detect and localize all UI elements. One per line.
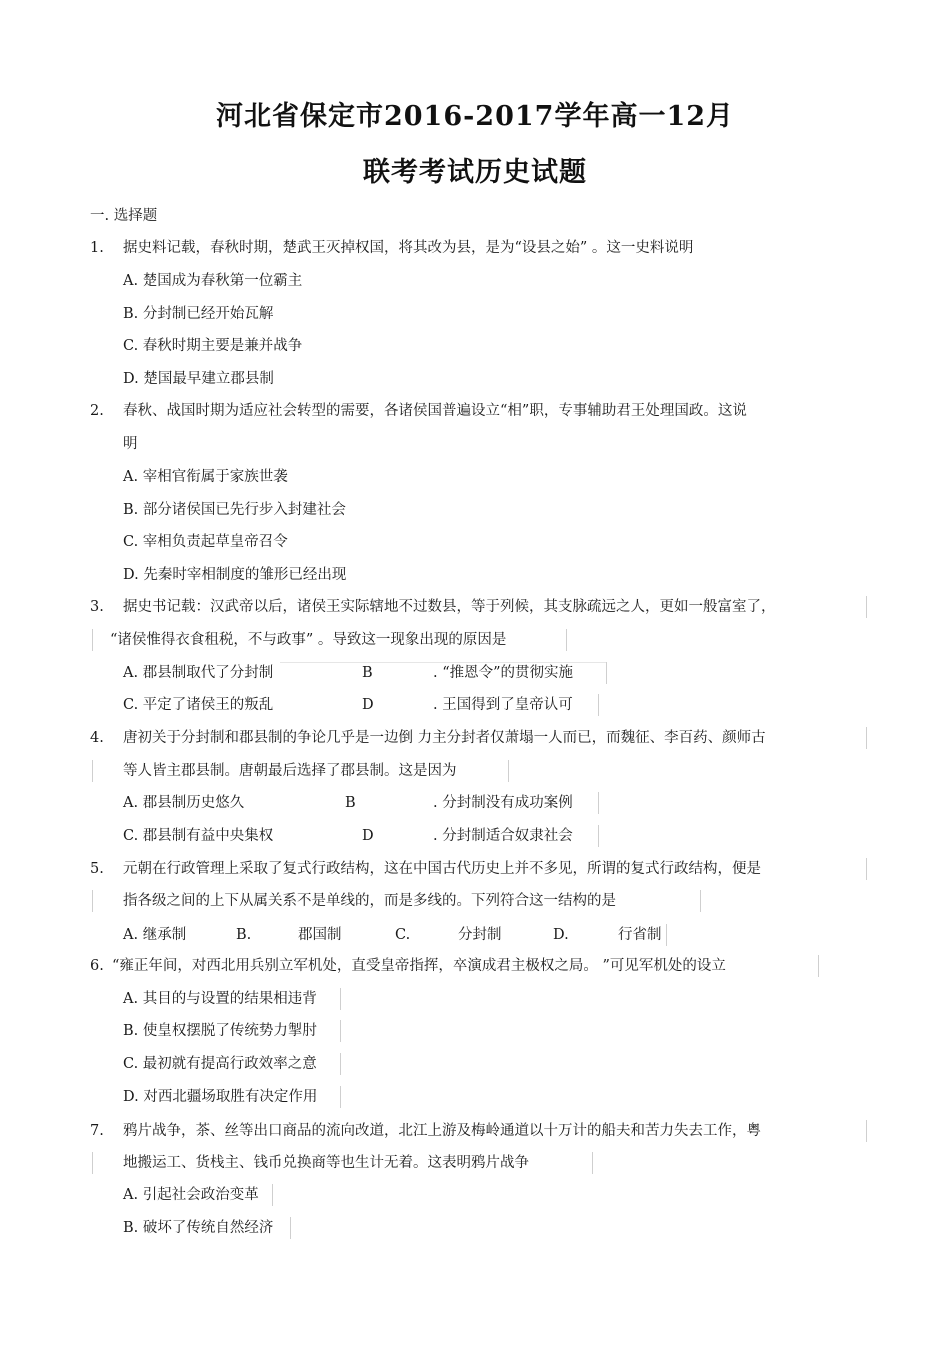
option: D. 先秦时宰相制度的雏形已经出现 — [123, 567, 347, 583]
scan-mark — [290, 1217, 291, 1239]
scan-mark — [866, 596, 867, 618]
option: B. 使皇权摆脱了传统势力掣肘 — [123, 1023, 317, 1039]
scan-mark — [280, 662, 606, 663]
option: B. 分封制已经开始瓦解 — [123, 306, 274, 322]
scan-mark — [340, 988, 341, 1010]
scan-mark — [592, 1152, 593, 1174]
option-letter: D — [362, 828, 374, 844]
scan-mark — [606, 662, 607, 684]
scan-mark — [340, 1020, 341, 1042]
scan-mark — [598, 792, 599, 814]
scan-mark — [818, 955, 819, 977]
option: 分封制 — [458, 927, 502, 943]
question-text: 据史书记载：汉武帝以后，诸侯王实际辖地不过数县，等于列候，其支脉疏远之人，更如一般富室了， — [123, 599, 776, 615]
scan-mark — [340, 1053, 341, 1075]
question-number: 6. — [90, 958, 104, 974]
scan-mark — [92, 760, 93, 782]
option: C. 春秋时期主要是兼并战争 — [123, 338, 303, 354]
question-number: 4. — [90, 730, 104, 746]
option: D. 楚国最早建立郡县制 — [123, 371, 274, 387]
scan-mark — [92, 1152, 93, 1174]
option-letter: D. — [553, 927, 569, 943]
option: C. 宰相负责起草皇帝召令 — [123, 534, 288, 550]
option-letter: D — [362, 697, 374, 713]
scan-mark — [866, 1120, 867, 1142]
option-letter: B — [362, 665, 373, 681]
option: 行省制 — [618, 927, 662, 943]
scan-mark — [598, 825, 599, 847]
option: A. 引起社会政治变革 — [123, 1187, 259, 1203]
option: 郡国制 — [298, 927, 342, 943]
option: A. 楚国成为春秋第一位霸主 — [123, 273, 303, 289]
page-title: 河北省保定市2016-2017学年高一12月 — [215, 101, 735, 132]
option: A. 郡县制历史悠久 — [123, 795, 245, 811]
question-text: 等人皆主郡县制。唐朝最后选择了郡县制。这是因为 — [123, 763, 457, 779]
question-text: “诸侯惟得衣食租税，不与政事” 。导致这一现象出现的原因是 — [110, 632, 507, 648]
question-number: 5. — [90, 861, 104, 877]
scan-mark — [866, 858, 867, 880]
option: A. 宰相官衔属于家族世袭 — [123, 469, 288, 485]
option: D. 对西北疆场取胜有决定作用 — [123, 1089, 318, 1105]
option: C. 最初就有提高行政效率之意 — [123, 1056, 317, 1072]
scan-mark — [92, 629, 93, 651]
question-text: 唐初关于分封制和郡县制的争论几乎是一边倒 力主分封者仅萧塌一人而已，而魏征、李百药、颜师古 — [123, 730, 766, 746]
scan-mark — [566, 629, 567, 651]
question-text: “雍正年间，对西北用兵别立军机处，直受皇帝指挥，卒演成君主极权之局。 ”可见军机处的设立 — [112, 958, 726, 974]
option: . “推恩令”的贯彻实施 — [433, 665, 574, 681]
scan-mark — [92, 890, 93, 912]
scan-mark — [272, 1184, 273, 1206]
question-number: 7. — [90, 1123, 104, 1139]
scan-mark — [340, 1086, 341, 1108]
page-subtitle: 联考考试历史试题 — [363, 157, 587, 188]
option: . 分封制适合奴隶社会 — [433, 828, 573, 844]
option-letter: B. — [236, 927, 252, 943]
scan-mark — [508, 760, 509, 782]
question-text: 元朝在行政管理上采取了复式行政结构，这在中国古代历史上并不多见，所谓的复式行政结构，便是 — [123, 861, 761, 877]
scan-mark — [598, 694, 599, 716]
option: A. 继承制 — [123, 927, 187, 943]
question-number: 2. — [90, 403, 104, 419]
question-number: 3. — [90, 599, 104, 615]
option: . 王国得到了皇帝认可 — [433, 697, 573, 713]
question-number: 1. — [90, 240, 104, 256]
scan-mark — [866, 727, 867, 749]
option: C. 平定了诸侯王的叛乱 — [123, 697, 274, 713]
question-text: 地搬运工、货栈主、钱币兑换商等也生计无着。这表明鸦片战争 — [123, 1155, 529, 1171]
question-text: 鸦片战争，茶、丝等出口商品的流向改道，北江上游及梅岭通道以十万计的船夫和苦力失去工作，粤 — [123, 1123, 761, 1139]
question-text: 指各级之间的上下从属关系不是单线的，而是多线的。下列符合这一结构的是 — [123, 893, 616, 909]
section-heading: 一. 选择题 — [90, 208, 158, 224]
scan-mark — [666, 924, 667, 946]
option-letter: B — [345, 795, 356, 811]
question-text: 春秋、战国时期为适应社会转型的需要，各诸侯国普遍设立“相”职，专事辅助君王处理国政。这说 — [123, 403, 747, 419]
question-text: 据史料记载，春秋时期，楚武王灭掉权国，将其改为县，是为“设县之始” 。这一史料说明 — [123, 240, 694, 256]
scan-mark — [700, 890, 701, 912]
option: B. 破坏了传统自然经济 — [123, 1220, 274, 1236]
option: A. 郡县制取代了分封制 — [123, 665, 274, 681]
option-letter: C. — [395, 927, 411, 943]
question-text: 明 — [123, 436, 138, 452]
option: A. 其目的与设置的结果相违背 — [123, 991, 317, 1007]
option: C. 郡县制有益中央集权 — [123, 828, 274, 844]
option: . 分封制没有成功案例 — [433, 795, 573, 811]
option: B. 部分诸侯国已先行步入封建社会 — [123, 502, 346, 518]
